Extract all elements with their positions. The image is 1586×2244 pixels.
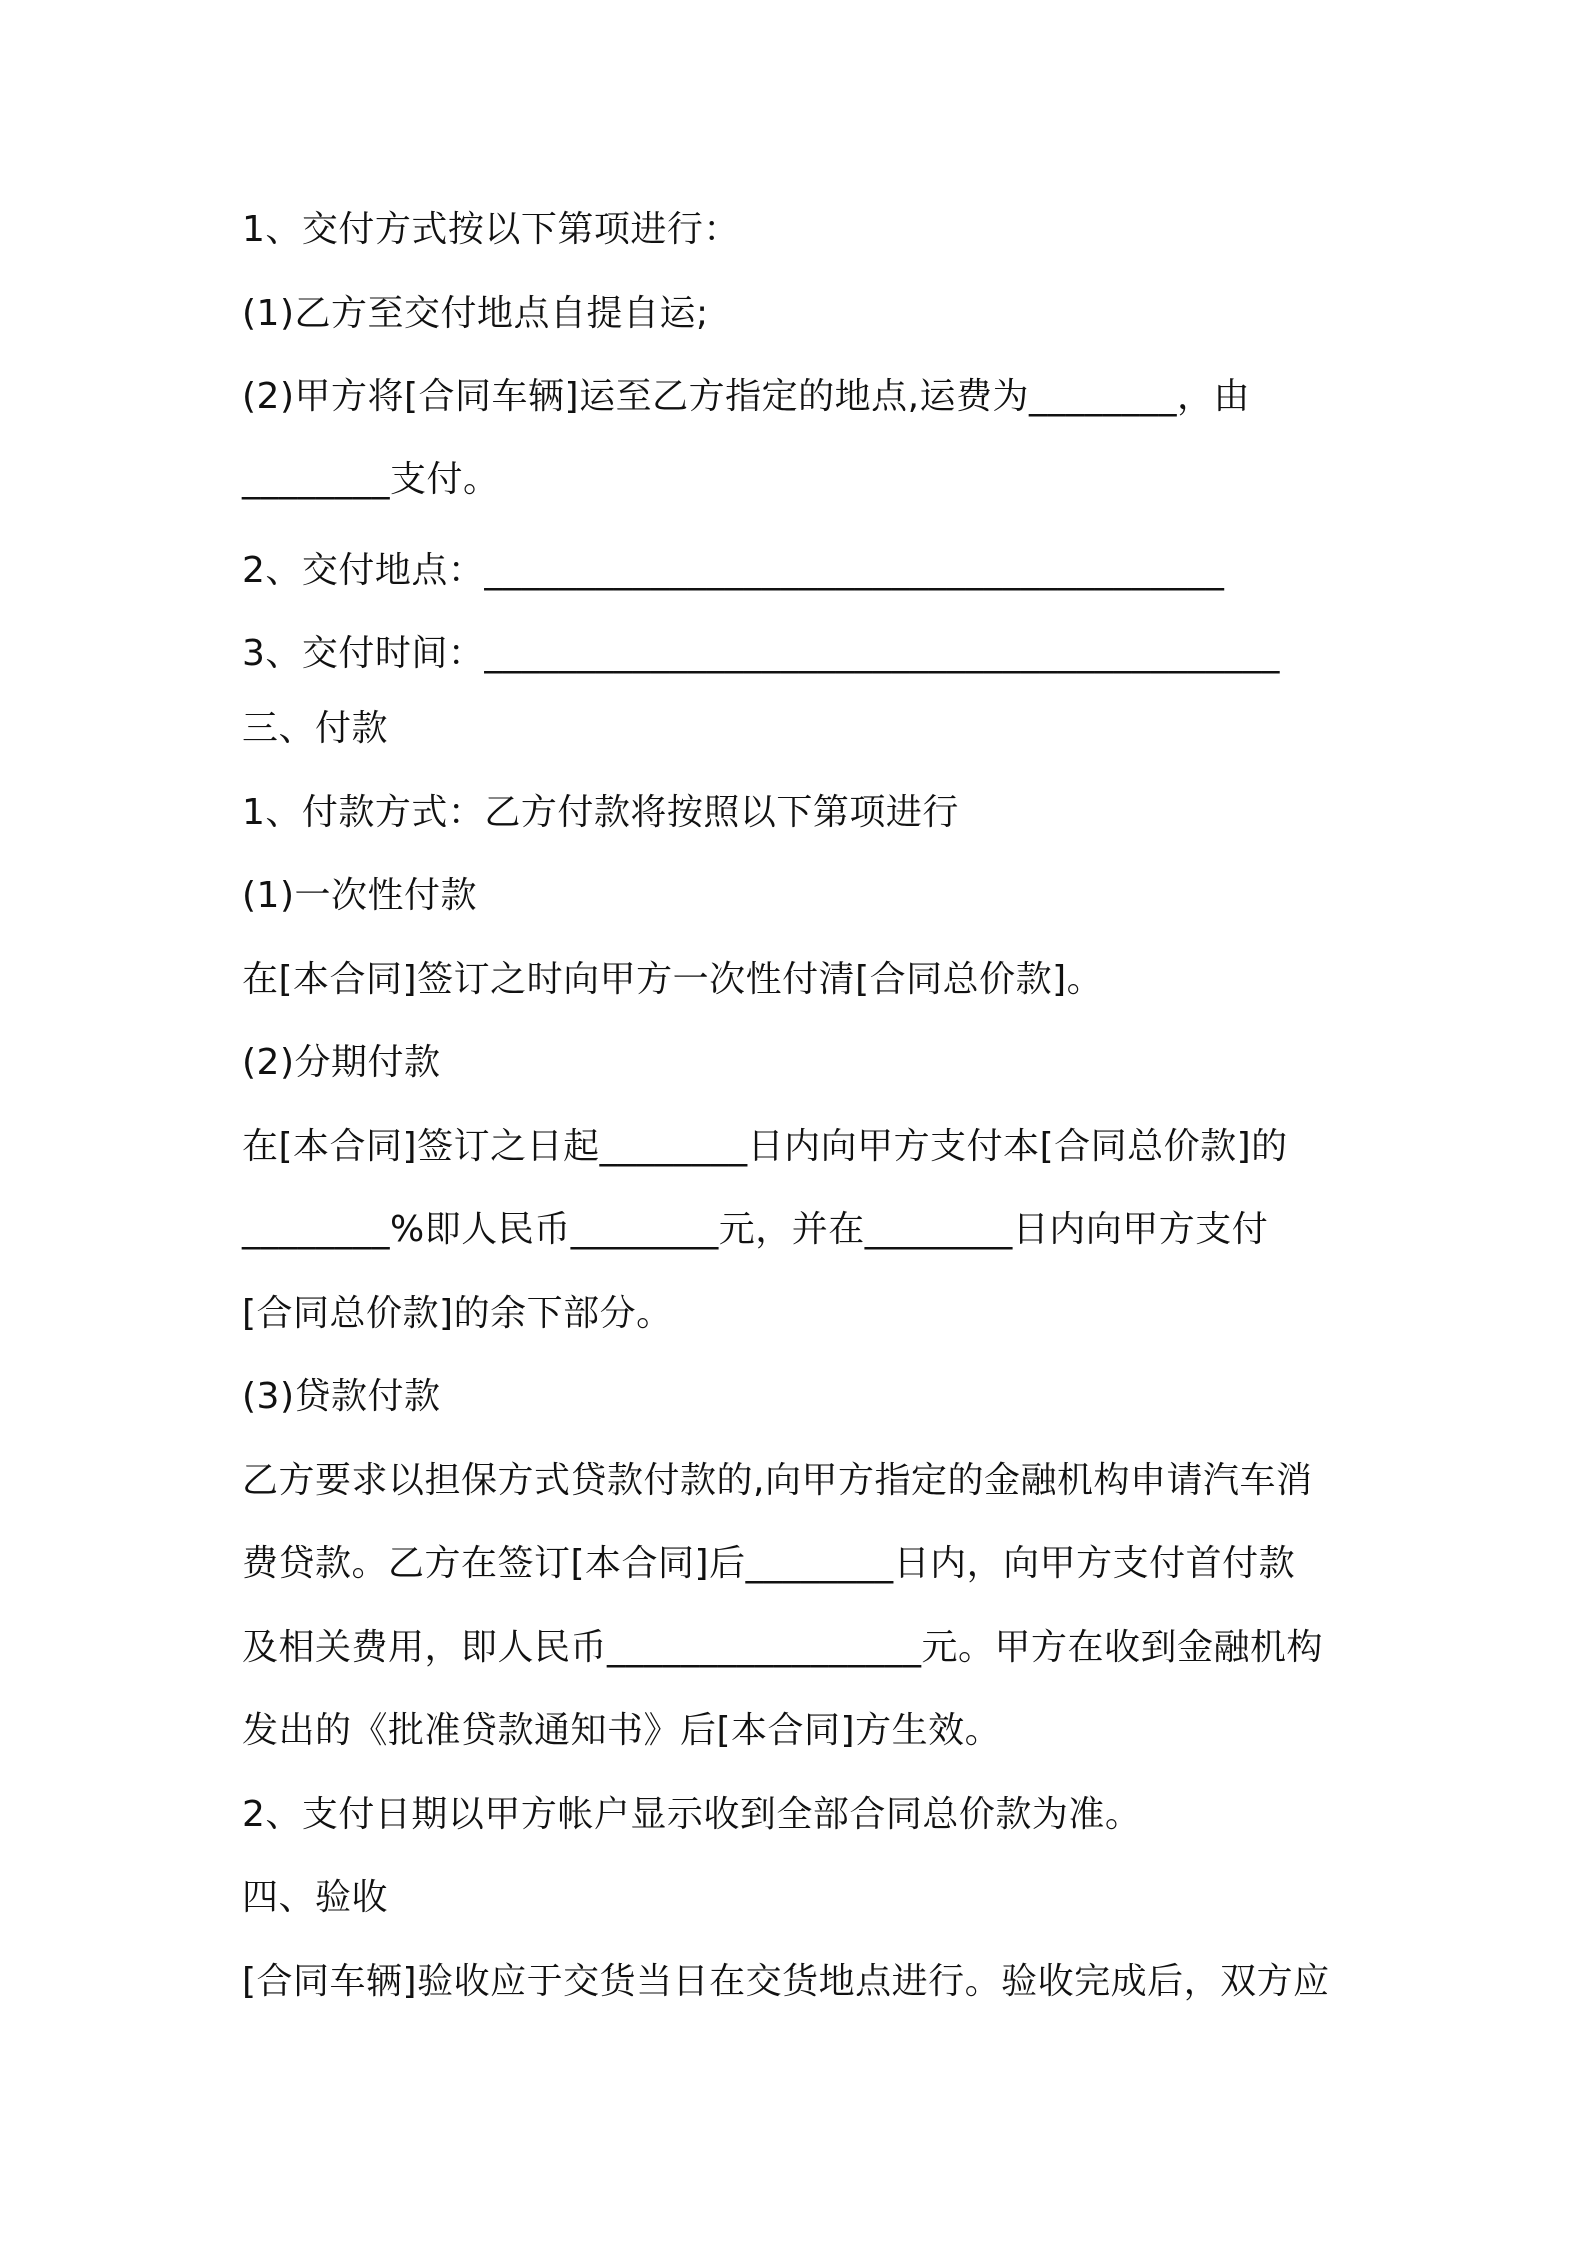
acceptance-text: [合同车辆]验收应于交货当日在交货地点进行。验收完成后，双方应: [242, 1961, 1330, 2002]
option-self-pickup: (1)乙方至交付地点自提自运;: [242, 293, 709, 334]
installment-text-3: [合同总价款]的余下部分。: [242, 1293, 673, 1334]
lump-sum-text: 在[本合同]签订之时向甲方一次性付清[合同总价款]。: [242, 959, 1104, 1000]
option-loan: (3)贷款付款: [242, 1376, 441, 1417]
installment-text-1: 在[本合同]签订之日起________日内向甲方支付本[合同总价款]的: [242, 1126, 1288, 1167]
clause-payment-date: 2、支付日期以甲方帐户显示收到全部合同总价款为准。: [242, 1794, 1142, 1835]
option-seller-delivery: (2)甲方将[合同车辆]运至乙方指定的地点,运费为________，由: [242, 376, 1251, 417]
loan-text-2: 费贷款。乙方在签订[本合同]后________日内，向甲方支付首付款: [242, 1543, 1296, 1584]
loan-text-1: 乙方要求以担保方式贷款付款的,向甲方指定的金融机构申请汽车消: [242, 1460, 1313, 1501]
clause-delivery-time: 3、交付时间：___________________________________________: [242, 633, 1280, 674]
installment-text-2: ________%即人民币________元，并在________日内向甲方支付: [242, 1209, 1269, 1250]
loan-text-3: 及相关费用，即人民币_________________元。甲方在收到金融机构: [242, 1627, 1324, 1668]
option-lump-sum: (1)一次性付款: [242, 875, 477, 916]
clause-delivery-place: 2、交付地点：________________________________________: [242, 550, 1225, 591]
section-heading-payment: 三、付款: [242, 708, 389, 749]
option-installment: (2)分期付款: [242, 1042, 441, 1083]
option-seller-delivery-cont: ________支付。: [242, 459, 500, 500]
section-heading-acceptance: 四、验收: [242, 1877, 389, 1918]
clause-delivery-method: 1、交付方式按以下第项进行：: [242, 209, 740, 250]
loan-text-4: 发出的《批准贷款通知书》后[本合同]方生效。: [242, 1710, 1002, 1751]
clause-payment-method: 1、付款方式：乙方付款将按照以下第项进行: [242, 792, 959, 833]
